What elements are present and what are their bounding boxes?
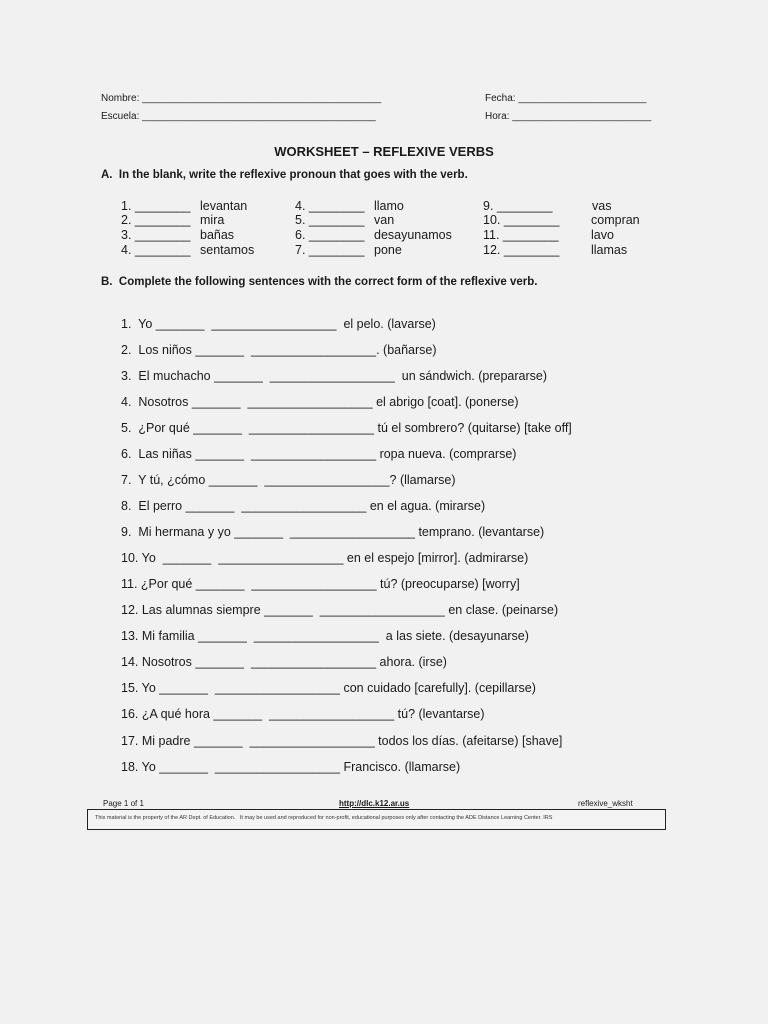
sentence-item: 14. Nosotros _______ __________________ ahora. (irse) xyxy=(121,655,447,669)
grid-item-number: 6. ________ xyxy=(295,228,365,242)
date-field-label: Fecha: _______________________ xyxy=(485,93,647,104)
grid-item-number: 2. ________ xyxy=(121,213,191,227)
grid-item-number: 12. ________ xyxy=(483,243,560,257)
grid-item-verb: vas xyxy=(592,199,612,213)
grid-item-number: 9. ________ xyxy=(483,199,553,213)
hour-field-label: Hora: _________________________ xyxy=(485,111,652,122)
sentence-item: 18. Yo _______ __________________ Francisco. (llamarse) xyxy=(121,760,461,774)
sentence-item: 4. Nosotros _______ __________________ el abrigo [coat]. (ponerse) xyxy=(121,395,519,409)
grid-item-verb: van xyxy=(374,213,395,227)
grid-item-verb: sentamos xyxy=(200,243,255,257)
grid-item-number: 4. ________ xyxy=(295,199,365,213)
grid-item-number: 5. ________ xyxy=(295,213,365,227)
section-a-instruction: A. In the blank, write the reflexive pronoun that goes with the verb. xyxy=(101,169,468,181)
page-number: Page 1 of 1 xyxy=(103,799,144,808)
grid-item-verb: levantan xyxy=(200,199,248,213)
copyright-notice: This material is the property of the AR Dept. of Education. It may be used and reproduced for non-profit, educational purposes only after contacting the ADE Distance Learning Center. IRS xyxy=(95,815,553,821)
grid-item-verb: desayunamos xyxy=(374,228,452,242)
grid-item-verb: llamas xyxy=(591,243,628,257)
sentence-item: 8. El perro _______ __________________ en el agua. (mirarse) xyxy=(121,499,486,513)
sentence-item: 7. Y tú, ¿cómo _______ __________________? (llamarse) xyxy=(121,473,456,487)
sentence-item: 12. Las alumnas siempre _______ __________________ en clase. (peinarse) xyxy=(121,603,559,617)
sentence-item: 15. Yo _______ __________________ con cuidado [carefully]. (cepillarse) xyxy=(121,681,536,695)
file-name: reflexive_wksht xyxy=(578,799,633,808)
sentence-item: 5. ¿Por qué _______ __________________ tú el sombrero? (quitarse) [take off] xyxy=(121,421,572,435)
sentence-item: 3. El muchacho _______ __________________ un sándwich. (prepararse) xyxy=(121,369,548,383)
grid-item-verb: pone xyxy=(374,243,402,257)
grid-item-number: 3. ________ xyxy=(121,228,191,242)
sentence-item: 2. Los niños _______ __________________. (bañarse) xyxy=(121,343,437,357)
name-field-label: Nombre: ___________________________________________ xyxy=(101,93,382,104)
grid-item-verb: lavo xyxy=(591,228,614,242)
sentence-item: 16. ¿A qué hora _______ __________________ tú? (levantarse) xyxy=(121,707,485,721)
school-field-label: Escuela: __________________________________________ xyxy=(101,111,376,122)
footer-url-link[interactable]: http://dlc.k12.ar.us xyxy=(339,799,410,808)
grid-item-verb: llamo xyxy=(374,199,404,213)
sentence-item: 11. ¿Por qué _______ __________________ tú? (preocuparse) [worry] xyxy=(121,577,520,591)
grid-item-verb: compran xyxy=(591,213,640,227)
sentence-item: 9. Mi hermana y yo _______ __________________ temprano. (levantarse) xyxy=(121,525,545,539)
worksheet-title: WORKSHEET – REFLEXIVE VERBS xyxy=(274,144,494,159)
section-b-instruction: B. Complete the following sentences with the correct form of the reflexive verb. xyxy=(101,276,538,288)
sentence-item: 1. Yo _______ __________________ el pelo. (lavarse) xyxy=(121,317,436,331)
sentence-item: 10. Yo _______ __________________ en el espejo [mirror]. (admirarse) xyxy=(121,551,529,565)
grid-item-number: 10. ________ xyxy=(483,213,560,227)
sentence-item: 6. Las niñas _______ __________________ ropa nueva. (comprarse) xyxy=(121,447,517,461)
grid-item-verb: bañas xyxy=(200,228,235,242)
grid-item-number: 7. ________ xyxy=(295,243,365,257)
grid-item-verb: mira xyxy=(200,213,225,227)
sentence-item: 17. Mi padre _______ __________________ todos los días. (afeitarse) [shave] xyxy=(121,734,563,748)
sentence-item: 13. Mi familia _______ __________________ a las siete. (desayunarse) xyxy=(121,629,529,643)
grid-item-number: 11. ________ xyxy=(483,228,559,242)
grid-item-number: 4. ________ xyxy=(121,243,191,257)
grid-item-number: 1. ________ xyxy=(121,199,191,213)
